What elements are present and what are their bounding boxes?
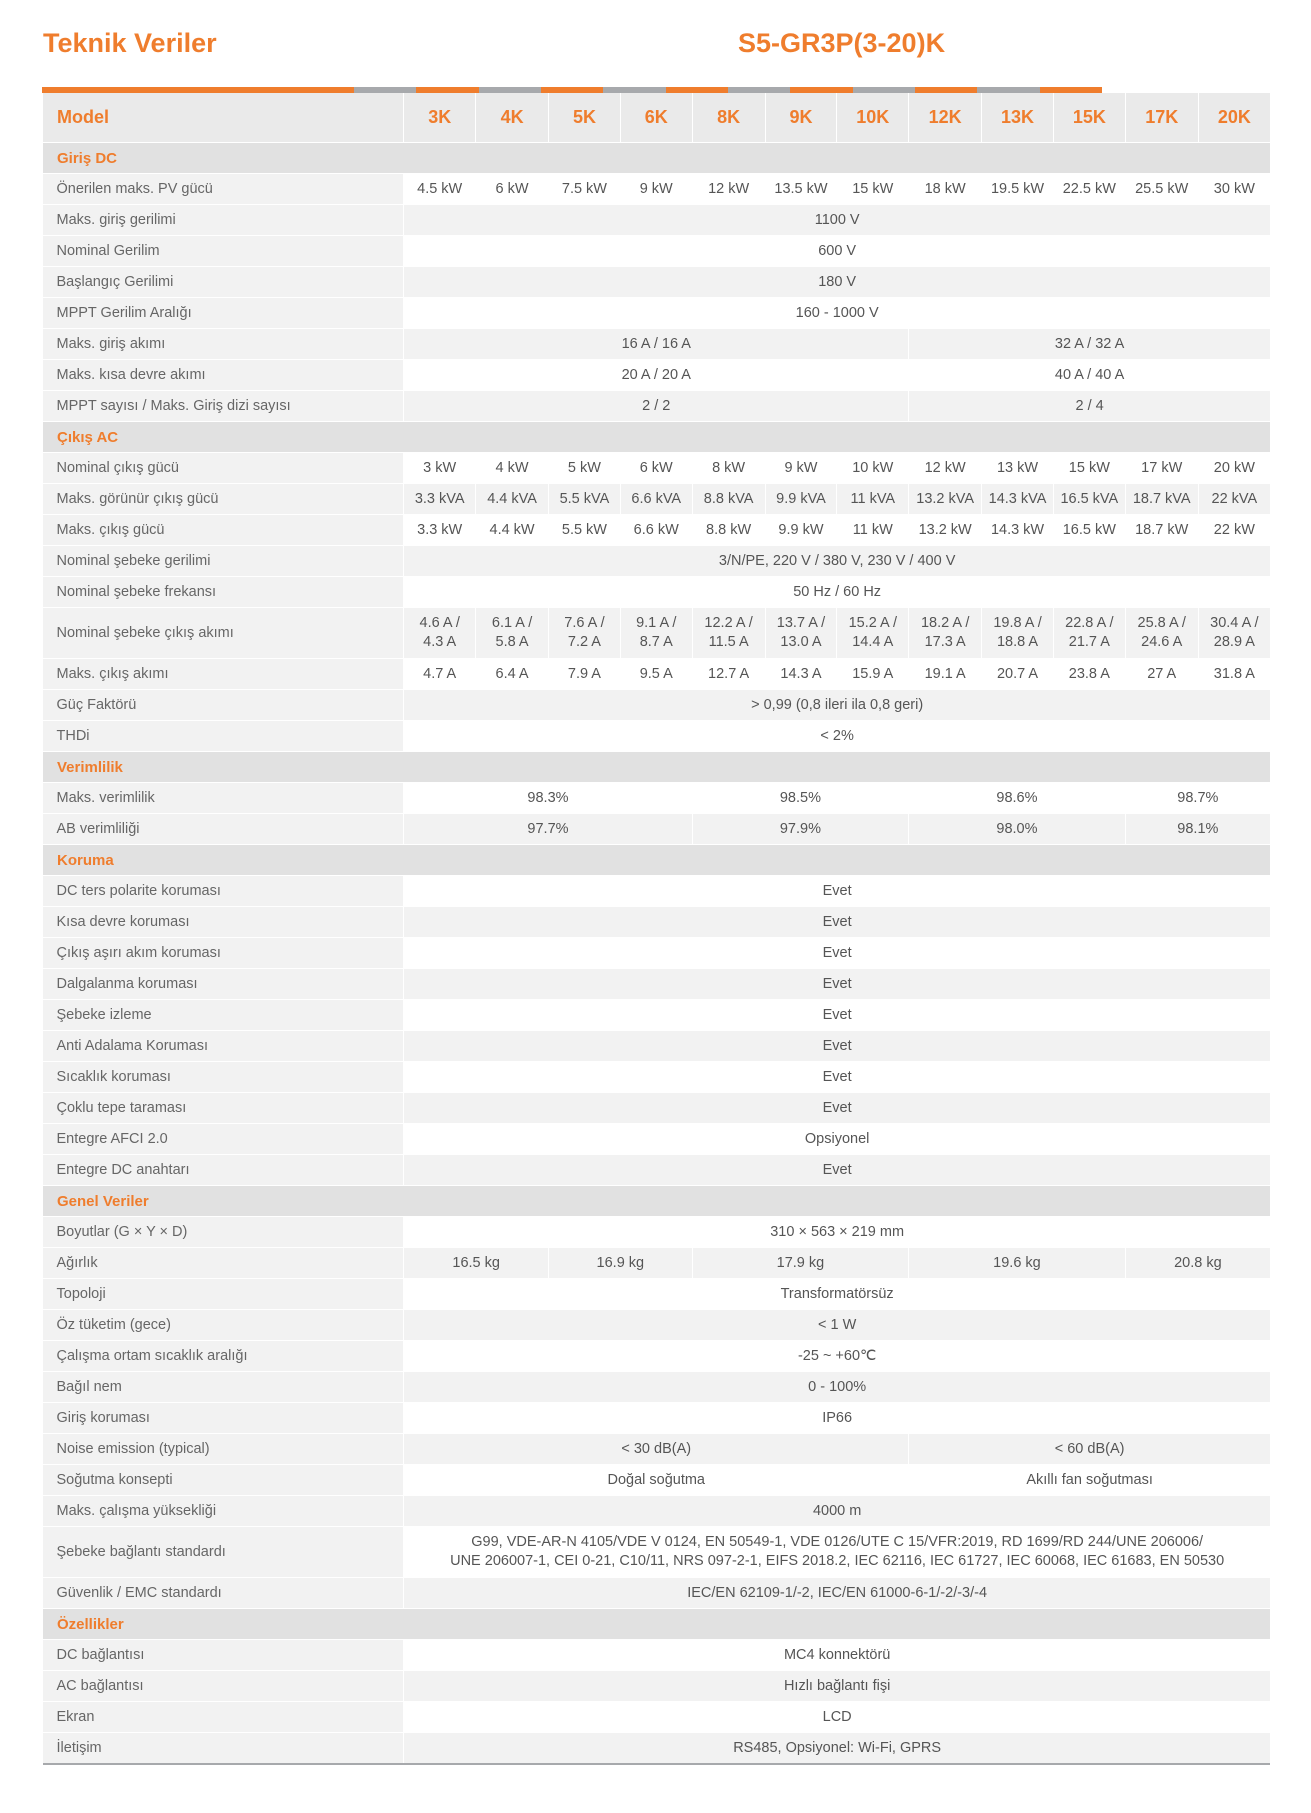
cell-line: 11.5 A [708,634,749,650]
cell-line: 13.7 A / [776,615,826,631]
row-label: Şebeke izleme [43,1000,404,1031]
cell: 27 A [1125,659,1198,690]
cell: 4000 m [404,1496,1270,1527]
cell: 5.5 kVA [549,484,621,515]
cell: 18 kW [909,174,982,205]
table-row [43,969,1271,1000]
cell: 8 kW [692,453,765,484]
cell: 6.6 kVA [620,484,692,515]
cell: < 60 dB(A) [909,1434,1270,1465]
cell: 31.8 A [1198,659,1270,690]
table-row [43,1279,1271,1310]
cell: 6.4 A [476,659,549,690]
cell: 12.7 A [692,659,765,690]
cell: 5 kW [549,453,621,484]
table-row [43,1578,1271,1609]
table-row [43,690,1271,721]
page-title: Teknik Veriler [43,28,217,58]
cell: 50 Hz / 60 Hz [404,577,1270,608]
row-label: Güç Faktörü [43,690,404,721]
row-label: THDi [43,721,404,752]
cell: Evet [404,1000,1270,1031]
row-label: Maks. çıkış gücü [43,515,404,546]
cell: 12 kW [909,453,982,484]
cell: 13 kW [982,453,1054,484]
table-row [43,907,1271,938]
cell-line: 18.8 A [996,634,1039,650]
table-row [43,1217,1271,1248]
row-label: Şebeke bağlantı standardı [43,1527,404,1578]
cell [476,608,549,659]
table-row [43,515,1271,546]
cell: 15 kW [1053,453,1125,484]
table-row [43,1310,1271,1341]
row-label: MPPT sayısı / Maks. Giriş dizi sayısı [43,391,404,422]
cell: 98.7% [1125,783,1270,814]
model-column-header: 6K [620,93,692,143]
model-column-header: 20K [1198,93,1270,143]
cell: 22 kVA [1198,484,1270,515]
cell: 1100 V [404,205,1270,236]
cell-line: 30.4 A / [1210,615,1259,631]
cell: 25.5 kW [1125,174,1198,205]
cell: 97.7% [404,814,692,845]
row-label: Maks. çalışma yüksekliği [43,1496,404,1527]
cell: 9 kW [765,453,837,484]
cell: Evet [404,938,1270,969]
cell: 4.7 A [404,659,476,690]
section-title: Çıkış AC [43,422,1271,453]
section-header-dc [43,143,1271,174]
row-label: Maks. görünür çıkış gücü [43,484,404,515]
row-label: Önerilen maks. PV gücü [43,174,404,205]
cell: Opsiyonel [404,1124,1270,1155]
model-column-header: 17K [1125,93,1198,143]
table-row [43,1031,1271,1062]
cell-line: 9.1 A / [636,615,677,631]
cell: 17.9 kg [692,1248,909,1279]
cell: IP66 [404,1403,1270,1434]
cell: Evet [404,969,1270,1000]
cell-line: 4.6 A / [419,615,460,631]
cell [765,608,837,659]
table-row [43,1403,1271,1434]
row-label: Nominal şebeke gerilimi [43,546,404,577]
row-label: DC bağlantısı [43,1640,404,1671]
row-label: Ağırlık [43,1248,404,1279]
spec-table [42,93,1270,1765]
cell: 13.2 kVA [909,484,982,515]
cell [1053,608,1125,659]
row-label: Soğutma konsepti [43,1465,404,1496]
cell: 22.5 kW [1053,174,1125,205]
row-label: Kısa devre koruması [43,907,404,938]
row-label: Maks. kısa devre akımı [43,360,404,391]
row-label: Nominal Gerilim [43,236,404,267]
cell [404,608,476,659]
model-column-header: 9K [765,93,837,143]
cell: 2 / 4 [909,391,1270,422]
section-title: Giriş DC [43,143,1271,174]
cell: 16.9 kg [549,1248,693,1279]
cell: Evet [404,876,1270,907]
table-row [43,360,1271,391]
cell: 4.4 kVA [476,484,549,515]
cell: 20.8 kg [1125,1248,1270,1279]
cell-line: 15.2 A / [848,615,897,631]
cell: 9.9 kVA [765,484,837,515]
cell [620,608,692,659]
cell-line: 17.3 A [924,634,966,650]
cell: 98.3% [404,783,692,814]
cell: 22 kW [1198,515,1270,546]
cell: 12 kW [692,174,765,205]
cell-line: 24.6 A [1141,634,1183,650]
table-row [43,659,1271,690]
cell: 4.4 kW [476,515,549,546]
table-row [43,814,1271,845]
cell: 18.7 kW [1125,515,1198,546]
cell: 18.7 kVA [1125,484,1198,515]
table-row [43,1434,1271,1465]
cell-line: 22.8 A / [1065,615,1114,631]
cell: 98.0% [909,814,1126,845]
cell: 16.5 kVA [1053,484,1125,515]
cell [1198,608,1270,659]
model-header-row [43,93,1271,143]
cell: 6 kW [620,453,692,484]
cell: 17 kW [1125,453,1198,484]
cell-line: UNE 206007-1, CEI 0-21, C10/11, NRS 097-2-1, EIFS 2018.2, IEC 62116, IEC 61727, IEC 60068, IEC 61683, EN 50530 [450,1553,1225,1569]
row-label: Öz tüketim (gece) [43,1310,404,1341]
model-column-header: 12K [909,93,982,143]
cell: 4.5 kW [404,174,476,205]
cell: 3.3 kW [404,515,476,546]
cell: 98.5% [692,783,909,814]
model-header-label: Model [43,93,404,143]
table-row [43,391,1271,422]
row-label: Topoloji [43,1279,404,1310]
cell-line: 5.8 A [495,634,529,650]
model-column-header: 13K [982,93,1054,143]
cell: > 0,99 (0,8 ileri ila 0,8 geri) [404,690,1270,721]
cell: 13.2 kW [909,515,982,546]
cell: 600 V [404,236,1270,267]
cell: 9.5 A [620,659,692,690]
cell: Evet [404,1093,1270,1124]
cell-line: 4.3 A [423,634,457,650]
table-row [43,1733,1271,1765]
cell: 6 kW [476,174,549,205]
cell: 11 kW [837,515,909,546]
cell: 9.9 kW [765,515,837,546]
cell [549,608,621,659]
row-label: Ekran [43,1702,404,1733]
cell: < 1 W [404,1310,1270,1341]
row-label: AC bağlantısı [43,1671,404,1702]
cell: 3 kW [404,453,476,484]
model-column-header: 8K [692,93,765,143]
row-label: İletişim [43,1733,404,1765]
table-row [43,1062,1271,1093]
table-row [43,453,1271,484]
row-label: Giriş koruması [43,1403,404,1434]
cell: 8.8 kVA [692,484,765,515]
row-label: Nominal şebeke frekansı [43,577,404,608]
cell: Akıllı fan soğutması [909,1465,1270,1496]
cell: MC4 konnektörü [404,1640,1270,1671]
table-row [43,608,1271,659]
cell-line: 12.2 A / [704,615,753,631]
table-row [43,1124,1271,1155]
section-title: Özellikler [43,1609,1271,1640]
cell: 8.8 kW [692,515,765,546]
table-row [43,938,1271,969]
cell: 14.3 kVA [982,484,1054,515]
cell: Evet [404,1031,1270,1062]
cell: Evet [404,1062,1270,1093]
cell: Evet [404,1155,1270,1186]
cell: RS485, Opsiyonel: Wi-Fi, GPRS [404,1733,1270,1765]
cell: < 2% [404,721,1270,752]
row-label: AB verimliliği [43,814,404,845]
cell: Transformatörsüz [404,1279,1270,1310]
table-row [43,876,1271,907]
cell [1125,608,1198,659]
table-row [43,298,1271,329]
cell: 9 kW [620,174,692,205]
cell: 40 A / 40 A [909,360,1270,391]
row-label: Maks. verimlilik [43,783,404,814]
cell: -25 ~ +60℃ [404,1341,1270,1372]
cell: Doğal soğutma [404,1465,909,1496]
cell: 16.5 kW [1053,515,1125,546]
cell [837,608,909,659]
cell: 98.6% [909,783,1126,814]
cell: 6.6 kW [620,515,692,546]
cell: IEC/EN 62109-1/-2, IEC/EN 61000-6-1/-2/-3/-4 [404,1578,1270,1609]
table-row [43,1527,1271,1578]
table-row [43,329,1271,360]
table-row [43,721,1271,752]
cell: 14.3 kW [982,515,1054,546]
row-label: Bağıl nem [43,1372,404,1403]
section-header-efficiency [43,752,1271,783]
row-label: Entegre DC anahtarı [43,1155,404,1186]
row-label: Çalışma ortam sıcaklık aralığı [43,1341,404,1372]
section-header-protection [43,845,1271,876]
table-row [43,1671,1271,1702]
cell-line: 19.8 A / [993,615,1042,631]
row-label: Anti Adalama Koruması [43,1031,404,1062]
table-row [43,205,1271,236]
row-label: Dalgalanma koruması [43,969,404,1000]
row-label: Nominal şebeke çıkış akımı [43,608,404,659]
row-label: Çoklu tepe taraması [43,1093,404,1124]
cell: Evet [404,907,1270,938]
cell: 10 kW [837,453,909,484]
cell [404,1527,1270,1578]
cell: 3.3 kVA [404,484,476,515]
table-row [43,1000,1271,1031]
model-column-header: 4K [476,93,549,143]
cell: Hızlı bağlantı fişi [404,1671,1270,1702]
row-label: Noise emission (typical) [43,1434,404,1465]
cell: 3/N/PE, 220 V / 380 V, 230 V / 400 V [404,546,1270,577]
row-label: Çıkış aşırı akım koruması [43,938,404,969]
table-row [43,1093,1271,1124]
cell-line: 7.6 A / [564,615,605,631]
cell: 20.7 A [982,659,1054,690]
model-column-header: 3K [404,93,476,143]
cell-line: 7.2 A [567,634,601,650]
model-column-header: 15K [1053,93,1125,143]
cell: 13.5 kW [765,174,837,205]
table-row [43,236,1271,267]
cell: 30 kW [1198,174,1270,205]
cell: 180 V [404,267,1270,298]
table-row [43,546,1271,577]
cell [909,608,982,659]
cell: 97.9% [692,814,909,845]
cell: 19.5 kW [982,174,1054,205]
model-series-title: S5-GR3P(3-20)K [738,28,946,58]
cell: 16 A / 16 A [404,329,909,360]
table-row [43,484,1271,515]
row-label: Güvenlik / EMC standardı [43,1578,404,1609]
table-row [43,1496,1271,1527]
row-label: Nominal çıkış gücü [43,453,404,484]
cell-line: 25.8 A / [1137,615,1186,631]
cell: 160 - 1000 V [404,298,1270,329]
cell-line: 6.1 A / [491,615,533,631]
cell: 98.1% [1125,814,1270,845]
model-column-header: 10K [837,93,909,143]
cell: 14.3 A [765,659,837,690]
row-label: Maks. çıkış akımı [43,659,404,690]
cell: 7.9 A [549,659,621,690]
cell-line: 8.7 A [639,634,673,650]
cell: 15 kW [837,174,909,205]
table-row [43,1248,1271,1279]
row-label: Entegre AFCI 2.0 [43,1124,404,1155]
section-title: Genel Veriler [43,1186,1271,1217]
table-row [43,1372,1271,1403]
cell-line: 18.2 A / [920,615,970,631]
cell: < 30 dB(A) [404,1434,909,1465]
table-row [43,577,1271,608]
section-title: Verimlilik [43,752,1271,783]
cell: 32 A / 32 A [909,329,1270,360]
table-row [43,1702,1271,1733]
cell: 0 - 100% [404,1372,1270,1403]
row-label: Sıcaklık koruması [43,1062,404,1093]
cell [692,608,765,659]
cell-line: 13.0 A [780,634,822,650]
table-row [43,267,1271,298]
cell: 23.8 A [1053,659,1125,690]
row-label: MPPT Gerilim Aralığı [43,298,404,329]
table-row [43,783,1271,814]
section-header-ac [43,422,1271,453]
cell-line: 14.4 A [852,634,894,650]
cell-line: 21.7 A [1068,634,1110,650]
cell: 310 × 563 × 219 mm [404,1217,1270,1248]
cell: LCD [404,1702,1270,1733]
row-label: Maks. giriş akımı [43,329,404,360]
row-label: Maks. giriş gerilimi [43,205,404,236]
model-column-header: 5K [549,93,621,143]
cell: 20 kW [1198,453,1270,484]
row-label: Boyutlar (G × Y × D) [43,1217,404,1248]
cell-line: G99, VDE-AR-N 4105/VDE V 0124, EN 50549-1, VDE 0126/UTE C 15/VFR:2019, RD 1699/RD 244/UNE 206006/ [471,1534,1204,1550]
table-row [43,1155,1271,1186]
cell: 16.5 kg [404,1248,549,1279]
cell: 20 A / 20 A [404,360,909,391]
section-title: Koruma [43,845,1271,876]
cell: 19.6 kg [909,1248,1126,1279]
cell [982,608,1054,659]
cell: 11 kVA [837,484,909,515]
cell: 7.5 kW [549,174,621,205]
cell: 15.9 A [837,659,909,690]
table-row [43,1341,1271,1372]
cell: 2 / 2 [404,391,909,422]
cell: 19.1 A [909,659,982,690]
table-row [43,1465,1271,1496]
cell-line: 28.9 A [1213,634,1255,650]
cell: 4 kW [476,453,549,484]
table-row [43,174,1271,205]
table-row [43,1640,1271,1671]
row-label: DC ters polarite koruması [43,876,404,907]
row-label: Başlangıç Gerilimi [43,267,404,298]
section-header-general [43,1186,1271,1217]
section-header-features [43,1609,1271,1640]
cell: 5.5 kW [549,515,621,546]
